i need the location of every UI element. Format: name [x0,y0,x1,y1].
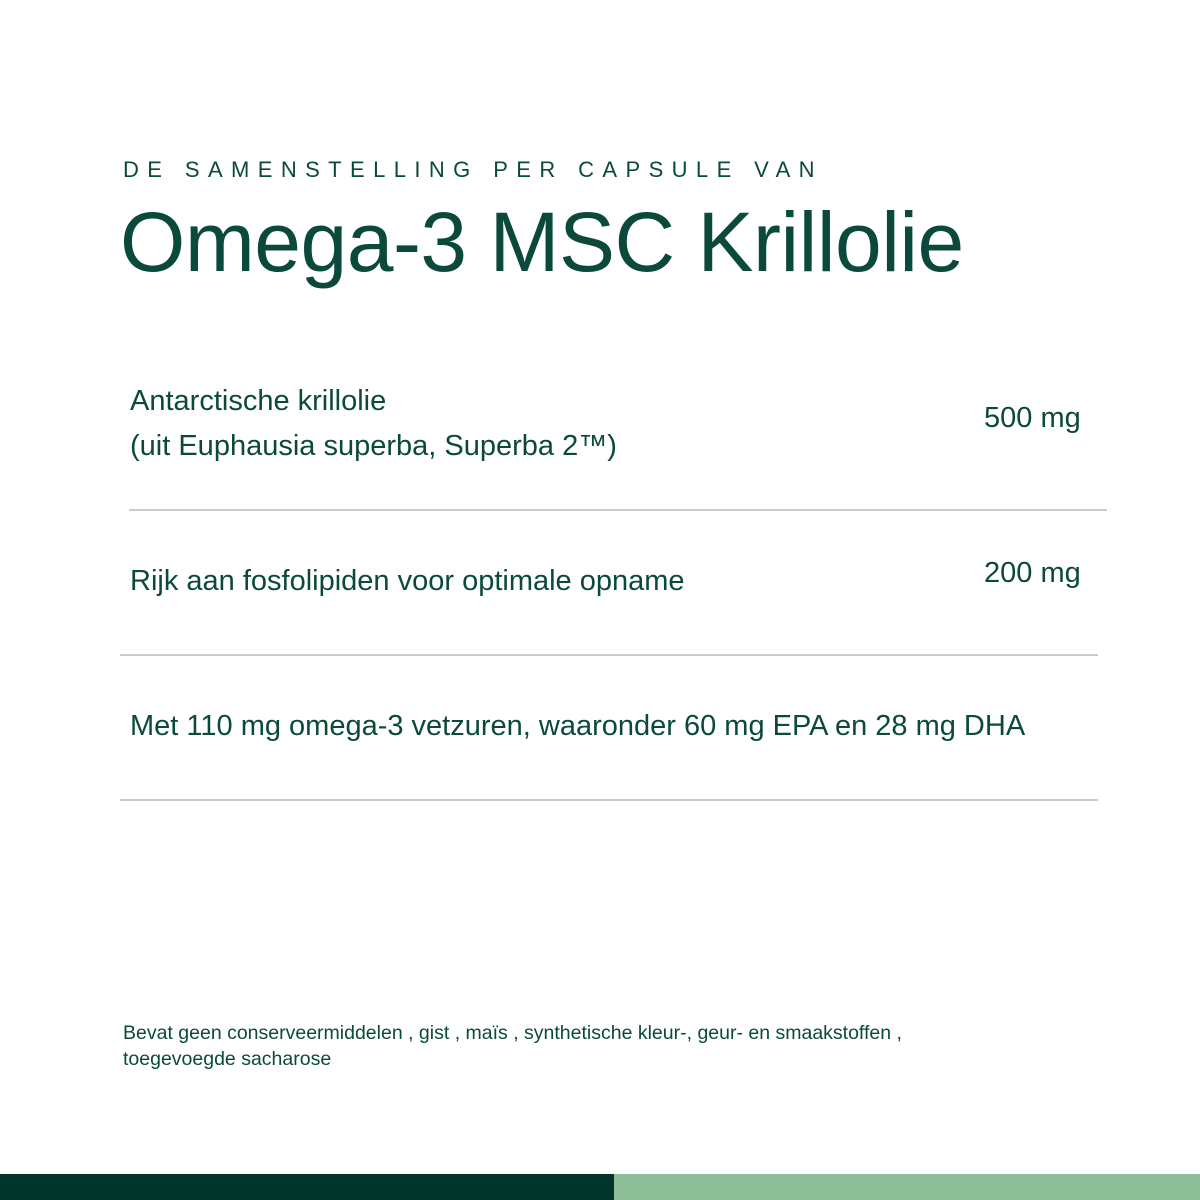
ingredient-amount: 500 mg [984,402,1081,434]
footer-bar-dark [0,1174,614,1200]
ingredient-name: Rijk aan fosfolipiden voor optimale opname [130,565,685,597]
ingredient-name: Met 110 mg omega-3 vetzuren, waaronder 60 mg EPA en 28 mg DHA [130,710,1026,742]
footer-bar-light [614,1174,1200,1200]
ingredient-name: Antarctische krillolie [130,385,387,417]
product-title: Omega-3 MSC Krillolie [120,195,964,289]
footnote-line: Bevat geen conserveermiddelen , gist , maïs , synthetische kleur-, geur- en smaakstoffen , [123,1022,902,1044]
row-divider [120,654,1098,656]
footnote [123,1020,1083,1072]
composition-eyebrow: DE SAMENSTELLING PER CAPSULE VAN [123,157,823,182]
ingredient-source: (uit Euphausia superba, Superba 2™) [130,430,617,462]
row-divider [120,799,1098,801]
row-divider [129,509,1107,511]
footnote-line: toegevoegde sacharose [123,1048,332,1070]
ingredient-amount: 200 mg [984,557,1081,589]
